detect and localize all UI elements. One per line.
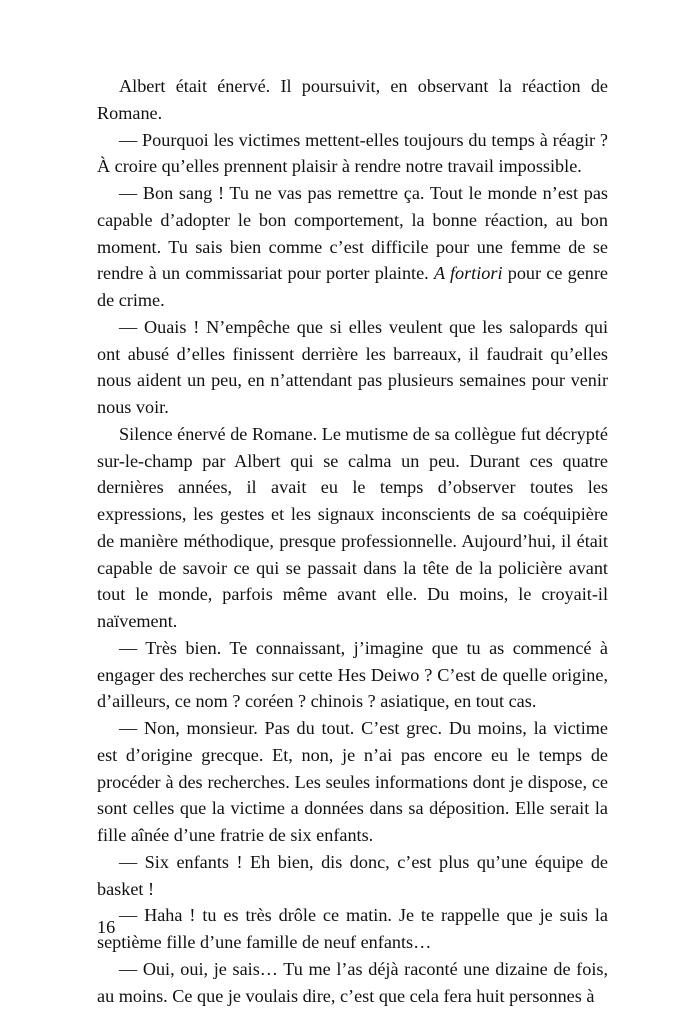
paragraph: — Très bien. Te connaissant, j’imagine que tu as commencé à engager des recherches sur cette Hes Deiwo ? C’est de quelle origine, d’ailleurs, ce nom ? coréen ? chinois ? asiatique, en tout cas.	[97, 637, 608, 712]
paragraph: — Ouais ! N’empêche que si elles veulent que les salopards qui ont abusé d’elles finissent derrière les barreaux, il faudrait qu’elles nous aident un peu, en n’attendant pas plusieurs semaines pour venir nous voir.	[97, 316, 608, 417]
paragraph: — Six enfants ! Eh bien, dis donc, c’est plus qu’une équipe de basket !	[97, 851, 608, 899]
page-number: 16	[97, 917, 116, 937]
paragraph-text: pour ce genre de crime.	[97, 263, 609, 310]
paragraph: — Oui, oui, je sais… Tu me l’as déjà raconté une dizaine de fois, au moins. Ce que je voulais dire, c’est que cela fera huit personnes à	[97, 958, 608, 1006]
paragraph: — Haha ! tu es très drôle ce matin. Je te rappelle que je suis la septième fille d’une famille de neuf enfants…	[97, 905, 608, 952]
paragraph-text: — Bon sang ! Tu ne vas pas remettre ça. Tout le monde n’est pas capable d’adopter le bon comportement, la bonne réaction, au bon moment. Tu sais bien comme c’est difficile pour une femme de se rendre à un commissariat pour porter plainte.	[97, 183, 608, 284]
paragraph: — Pourquoi les victimes mettent-elles toujours du temps à réagir ? À croire qu’elles prennent plaisir à rendre notre travail impossible.	[97, 129, 608, 177]
paragraph: Albert était énervé. Il poursuivit, en observant la réaction de Romane.	[97, 76, 608, 123]
italic-phrase: A fortiori	[433, 263, 503, 284]
paragraph	[97, 180, 608, 314]
body-text	[97, 73, 608, 1009]
paragraph: Silence énervé de Romane. Le mutisme de sa collègue fut décrypté sur-le-champ par Albert qui se calma un peu. Durant ces quatre dernières années, il avait eu le temps d’observer toutes les expressions, les gestes et les signaux inconscients de sa coéquipière de manière méthodique, presque professionnelle. Aujourd’hui, il était capable de savoir ce qui se passait dans la tête de la policière avant tout le monde, parfois même avant elle. Du moins, le croyait-il naïvement.	[97, 423, 608, 631]
paragraph: — Non, monsieur. Pas du tout. C’est grec. Du moins, la victime est d’origine grecque. Et, non, je n’ai pas encore eu le temps de procéder à des recherches. Les seules informations dont je dispose, ce sont celles que la victime a données dans sa déposition. Elle serait la fille aînée d’une fratrie de six enfants.	[97, 718, 608, 845]
